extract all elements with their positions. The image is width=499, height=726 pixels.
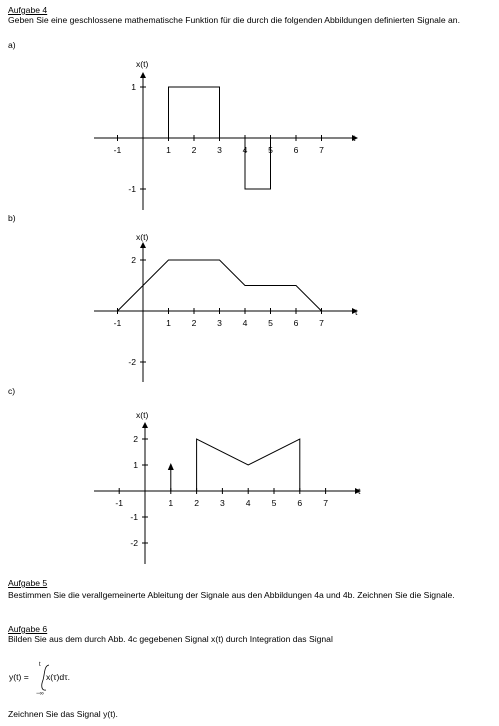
x-tick-label: 6 [293, 145, 299, 155]
task4-heading: Aufgabe 4 [8, 5, 48, 15]
x-tick-label: 2 [191, 318, 197, 328]
x-tick-label: 2 [194, 498, 199, 508]
x-tick-label: 7 [319, 318, 324, 328]
x-tick-label: 1 [166, 145, 171, 155]
task5-heading: Aufgabe 5 [8, 578, 48, 588]
formula-upper-limit: t [39, 662, 41, 668]
x-tick-label: 4 [242, 318, 248, 328]
x-tick-label: 6 [297, 498, 303, 508]
x-tick-label: 7 [319, 145, 324, 155]
y-axis-arrow [142, 422, 148, 428]
x-axis-label: t [358, 486, 361, 496]
task4-text: Geben Sie eine geschlossene mathematische Funktion für die durch die folgenden Abbildungen definierten Signale an. [8, 15, 460, 25]
y-axis-label: x(t) [136, 232, 149, 242]
x-tick-label: 2 [191, 145, 197, 155]
signal-line [197, 439, 300, 491]
formula-lower-limit: −∞ [36, 691, 44, 697]
y-tick-label: 1 [131, 82, 136, 92]
x-tick-label: 7 [323, 498, 328, 508]
y-axis-label: x(t) [136, 410, 149, 420]
x-tick-label: 5 [268, 318, 273, 328]
plot-a-label: a) [8, 40, 16, 50]
plot-b-label: b) [8, 213, 16, 223]
y-tick-label: -1 [130, 512, 138, 522]
x-tick-label: 6 [293, 318, 299, 328]
x-tick-label: -1 [113, 145, 122, 155]
y-tick-label: -2 [130, 538, 138, 548]
x-tick-label: -1 [113, 318, 122, 328]
y-tick-label: -2 [128, 357, 136, 367]
x-tick-label: 3 [217, 318, 222, 328]
x-axis-label: t [355, 307, 358, 317]
integral-formula [8, 660, 128, 700]
y-axis-label: x(t) [136, 59, 149, 69]
x-tick-label: -1 [115, 498, 124, 508]
task6-footer: Zeichnen Sie das Signal y(t). [8, 709, 118, 719]
x-tick-label: 5 [271, 498, 277, 508]
x-tick-label: 5 [268, 145, 273, 155]
task6-text: Bilden Sie aus dem durch Abb. 4c gegebenen Signal x(t) durch Integration das Signal [8, 634, 333, 644]
y-tick-label: -1 [128, 184, 136, 194]
x-tick-label: 3 [217, 145, 222, 155]
x-axis-label: t [353, 133, 356, 143]
x-tick-label: 3 [220, 498, 225, 508]
plot-c-label: c) [8, 386, 16, 396]
y-tick-label: 2 [133, 434, 138, 444]
impulse-arrow [168, 463, 174, 470]
y-tick-label: 2 [131, 255, 136, 265]
y-tick-label: 1 [133, 460, 138, 470]
x-tick-label: 1 [166, 318, 171, 328]
x-tick-label: 4 [242, 145, 248, 155]
formula-lhs: y(t) = [9, 672, 29, 682]
task5-text: Bestimmen Sie die verallgemeinerte Ableitung der Signale aus den Abbildungen 4a und 4b. Zeichnen Sie die Signale. [8, 590, 455, 600]
x-tick-label: 4 [245, 498, 251, 508]
task6-heading: Aufgabe 6 [8, 624, 48, 634]
formula-integrand: x(τ)dτ. [46, 672, 70, 682]
x-tick-label: 1 [168, 498, 174, 508]
